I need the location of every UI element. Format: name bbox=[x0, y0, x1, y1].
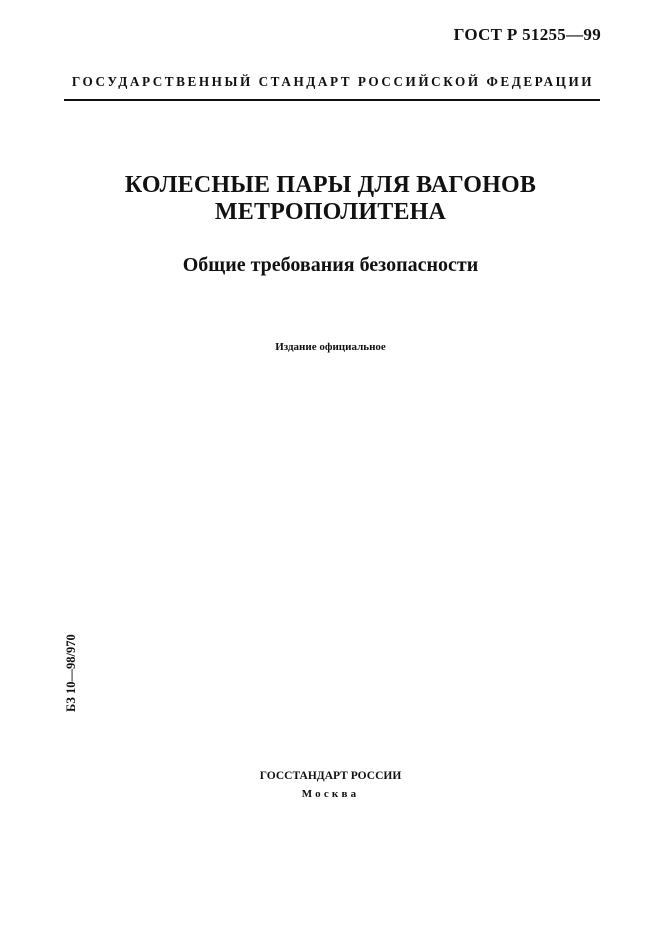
edition-label: Издание официальное bbox=[275, 341, 386, 353]
standard-header: ГОСУДАРСТВЕННЫЙ СТАНДАРТ РОССИЙСКОЙ ФЕДЕРАЦИИ bbox=[71, 74, 595, 89]
header-divider bbox=[64, 99, 600, 101]
title-line-2: МЕТРОПОЛИТЕНА bbox=[214, 199, 447, 225]
publisher-city: Москва bbox=[301, 788, 360, 800]
document-subtitle: Общие требования безопасности bbox=[182, 254, 479, 276]
title-line-1: КОЛЕСНЫЕ ПАРЫ ДЛЯ ВАГОНОВ bbox=[124, 172, 537, 198]
document-number: ГОСТ Р 51255—99 bbox=[453, 25, 601, 44]
side-code: БЗ 10—98/970 bbox=[64, 634, 78, 712]
document-title bbox=[60, 172, 601, 226]
publisher-name: ГОССТАНДАРТ РОССИИ bbox=[259, 770, 402, 782]
